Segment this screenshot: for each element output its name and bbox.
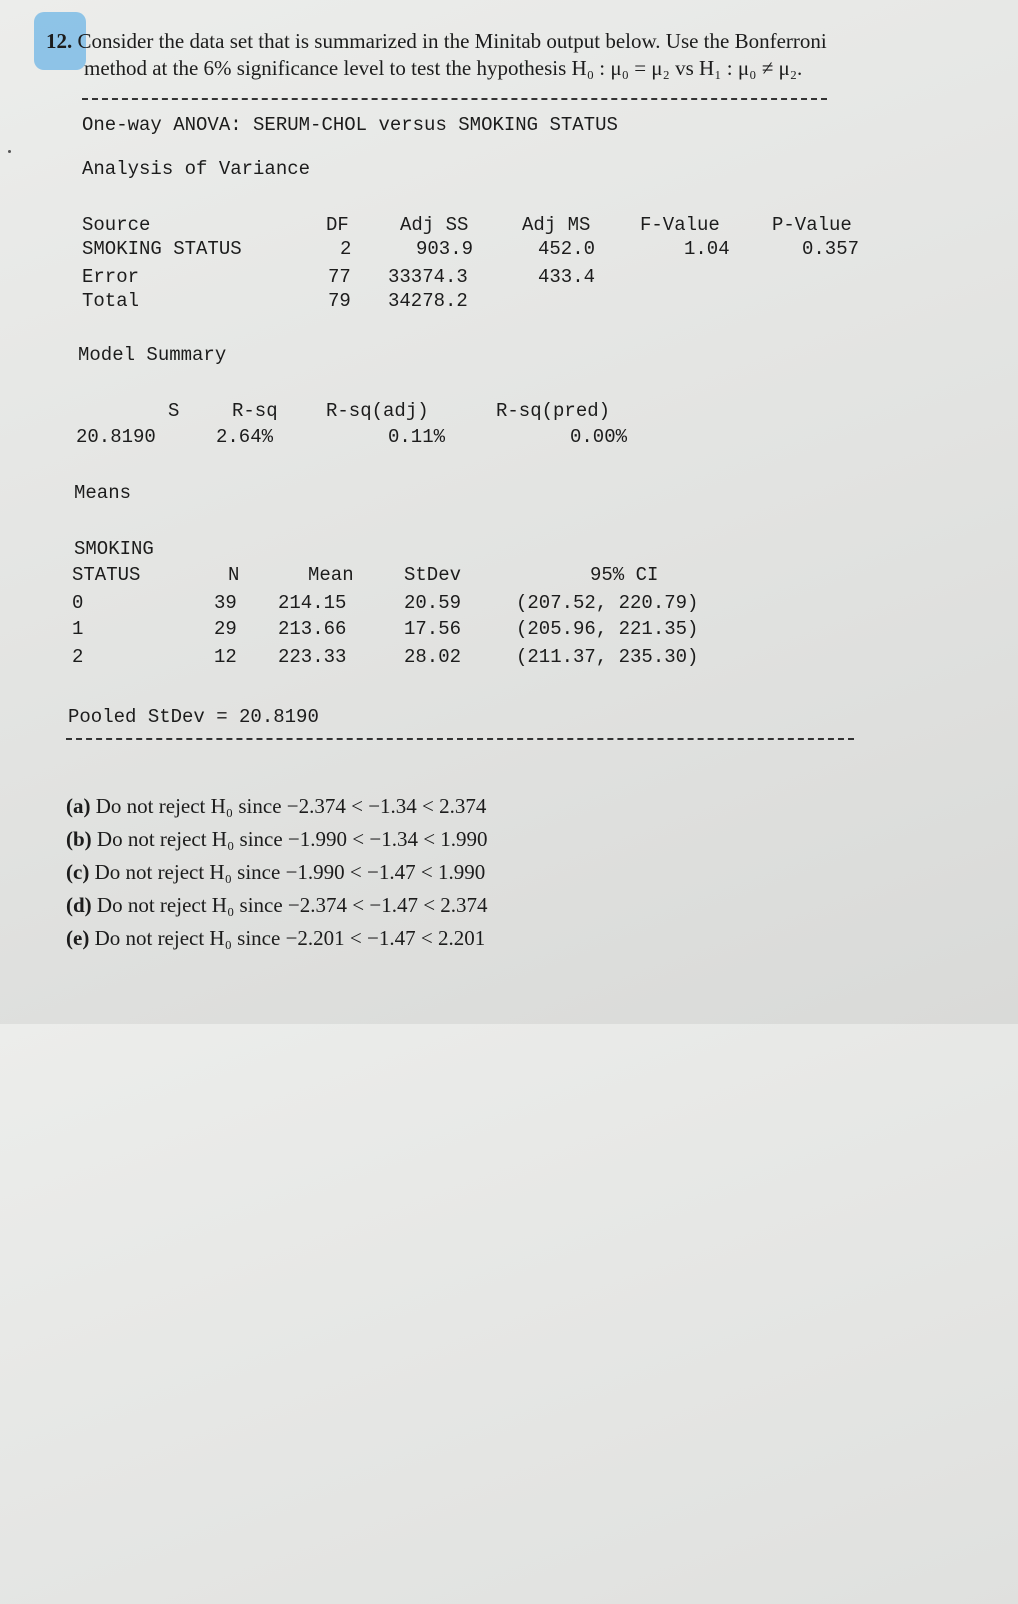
anova-row-source: Total — [82, 290, 140, 312]
means-row-stdev: 28.02 — [404, 646, 462, 668]
answer-option-a[interactable] — [66, 790, 488, 823]
question-number: 12. — [46, 29, 73, 53]
model-header-rsq: R-sq — [232, 400, 278, 422]
model-value-rsq-pred: 0.00% — [570, 426, 628, 448]
anova-header-df: DF — [326, 214, 349, 236]
answer-text: Do not reject H₀ since −1.990 < −1.47 < 1.990 — [94, 860, 486, 884]
anova-heading: Analysis of Variance — [82, 158, 311, 180]
means-row-ci: (207.52, 220.79) — [516, 592, 699, 614]
means-row-ci: (211.37, 235.30) — [516, 646, 699, 668]
anova-row-fvalue: 1.04 — [684, 238, 730, 260]
answer-label: (b) — [66, 827, 92, 851]
model-heading: Model Summary — [78, 344, 227, 366]
anova-header-pvalue: P-Value — [772, 214, 852, 236]
model-header-rsq-adj: R-sq(adj) — [326, 400, 429, 422]
means-row-ci: (205.96, 221.35) — [516, 618, 699, 640]
anova-row-adjms: 433.4 — [538, 266, 596, 288]
anova-row-source: SMOKING STATUS — [82, 238, 242, 260]
answer-option-d[interactable] — [66, 889, 488, 922]
model-header-rsq-pred: R-sq(pred) — [496, 400, 611, 422]
answer-option-b[interactable] — [66, 823, 488, 856]
anova-header-source: Source — [82, 214, 151, 236]
anova-row-adjms: 452.0 — [538, 238, 596, 260]
stray-mark — [8, 150, 11, 153]
means-row-n: 12 — [214, 646, 237, 668]
model-value-s: 20.8190 — [76, 426, 156, 448]
question-line-1: Consider the data set that is summarized in the Minitab output below. Use the Bonferroni — [77, 29, 827, 53]
answer-label: (c) — [66, 860, 90, 884]
means-header-ci: 95% CI — [590, 564, 659, 586]
answer-option-c[interactable] — [66, 856, 488, 889]
model-value-rsq: 2.64% — [216, 426, 274, 448]
means-row-n: 29 — [214, 618, 237, 640]
means-header-top: SMOKING — [74, 538, 154, 560]
model-value-rsq-adj: 0.11% — [388, 426, 446, 448]
output-title: One-way ANOVA: SERUM-CHOL versus SMOKING STATUS — [82, 114, 618, 136]
means-row-mean: 223.33 — [278, 646, 347, 668]
question-line-2: method at the 6% significance level to test the hypothesis H₀ : μ₀ = μ₂ vs H₁ : μ₀ ≠ μ₂. — [84, 56, 803, 80]
answer-text: Do not reject H₀ since −2.374 < −1.47 < 2.374 — [96, 893, 488, 917]
answer-label: (a) — [66, 794, 91, 818]
answer-text: Do not reject H₀ since −1.990 < −1.34 < 1.990 — [96, 827, 488, 851]
answer-option-e[interactable] — [66, 922, 488, 955]
answer-label: (e) — [66, 926, 90, 950]
anova-row-pvalue: 0.357 — [802, 238, 860, 260]
model-header-s: S — [168, 400, 180, 422]
anova-row-adjss: 34278.2 — [388, 290, 468, 312]
pooled-stdev: Pooled StDev = 20.8190 — [68, 706, 319, 728]
anova-header-adjss: Adj SS — [400, 214, 469, 236]
anova-row-source: Error — [82, 266, 140, 288]
anova-row-adjss: 33374.3 — [388, 266, 468, 288]
means-row-status: 0 — [72, 592, 84, 614]
bottom-divider — [66, 738, 854, 740]
answer-label: (d) — [66, 893, 92, 917]
means-heading: Means — [74, 482, 132, 504]
question-text — [46, 28, 986, 82]
anova-header-adjms: Adj MS — [522, 214, 591, 236]
means-header-status: STATUS — [72, 564, 141, 586]
anova-row-df: 79 — [328, 290, 351, 312]
means-row-stdev: 20.59 — [404, 592, 462, 614]
anova-row-df: 2 — [340, 238, 352, 260]
means-header-n: N — [228, 564, 240, 586]
means-row-stdev: 17.56 — [404, 618, 462, 640]
anova-row-adjss: 903.9 — [416, 238, 474, 260]
means-row-mean: 214.15 — [278, 592, 347, 614]
answer-text: Do not reject H₀ since −2.374 < −1.34 < 2.374 — [95, 794, 487, 818]
means-header-mean: Mean — [308, 564, 354, 586]
top-divider — [82, 98, 827, 100]
means-row-status: 2 — [72, 646, 84, 668]
means-row-status: 1 — [72, 618, 84, 640]
anova-row-df: 77 — [328, 266, 351, 288]
anova-header-fvalue: F-Value — [640, 214, 720, 236]
answer-options — [66, 790, 488, 955]
answer-text: Do not reject H₀ since −2.201 < −1.47 < 2.201 — [94, 926, 486, 950]
means-row-mean: 213.66 — [278, 618, 347, 640]
means-header-stdev: StDev — [404, 564, 462, 586]
means-row-n: 39 — [214, 592, 237, 614]
